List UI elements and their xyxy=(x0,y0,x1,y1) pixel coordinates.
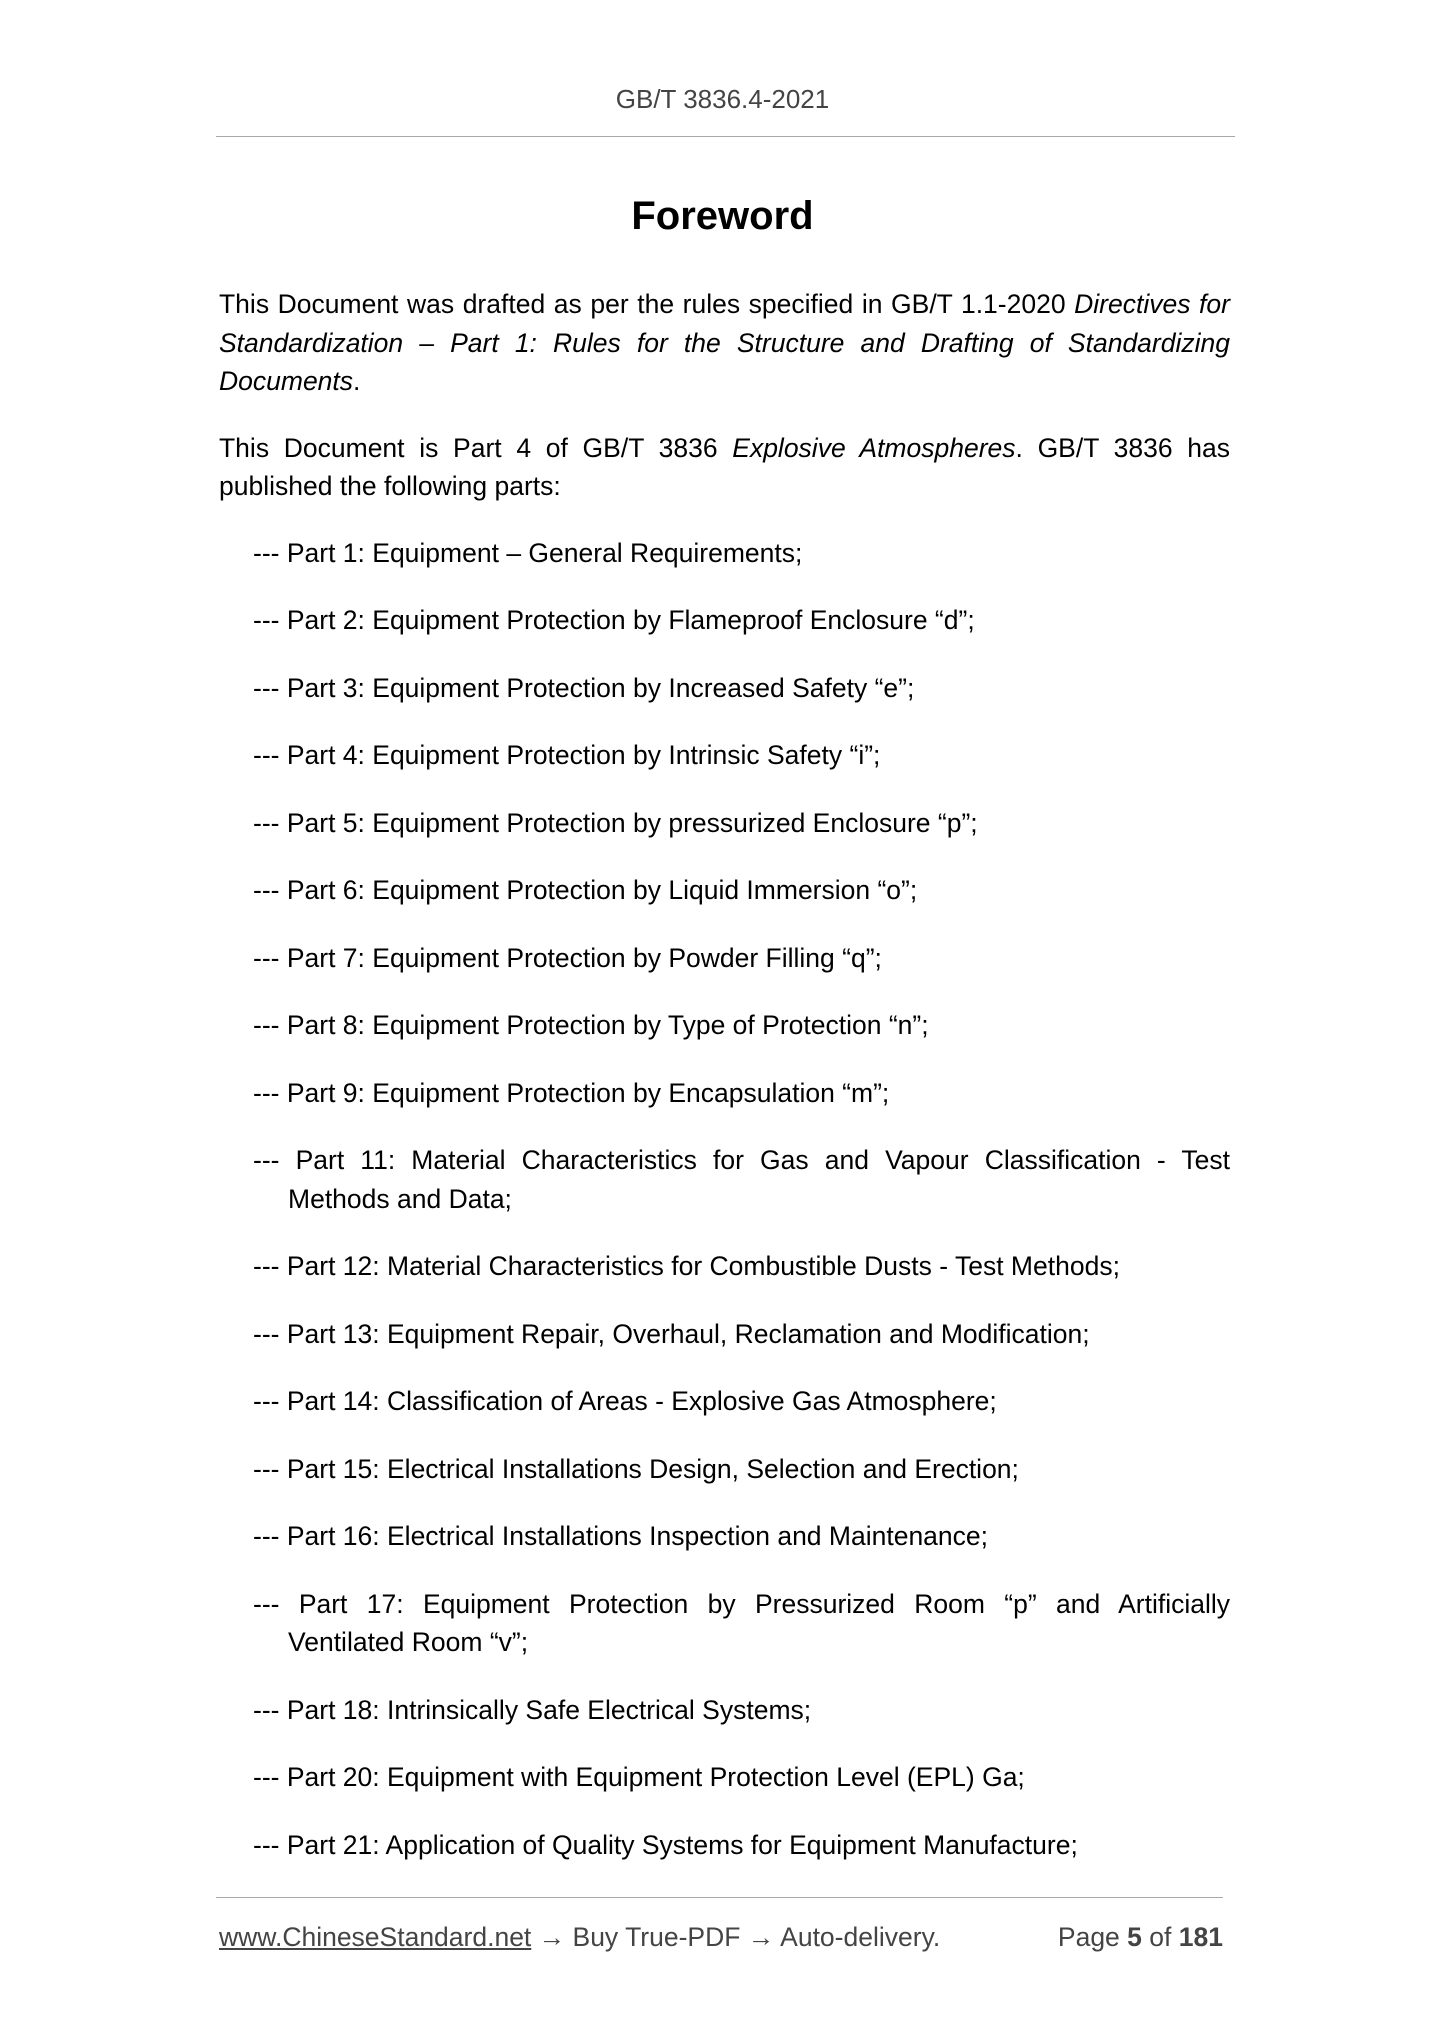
list-item: --- Part 18: Intrinsically Safe Electrical Systems; xyxy=(253,1694,812,1725)
page-label: Page xyxy=(1057,1922,1120,1952)
list-item: --- Part 1: Equipment – General Requirements; xyxy=(253,537,803,568)
series-intro-paragraph xyxy=(219,429,1230,506)
list-item: --- Part 4: Equipment Protection by Intrinsic Safety “i”; xyxy=(253,740,881,770)
list-item: --- Part 20: Equipment with Equipment Protection Level (EPL) Ga; xyxy=(253,1762,1025,1792)
list-item: --- Part 16: Electrical Installations Inspection and Maintenance; xyxy=(253,1521,989,1551)
series-title: Explosive Atmospheres xyxy=(732,432,1016,463)
page-footer xyxy=(219,1918,1223,1956)
list-item: --- Part 3: Equipment Protection by Increased Safety “e”; xyxy=(253,672,915,703)
document-id-header: GB/T 3836.4-2021 xyxy=(615,84,830,114)
header-divider xyxy=(216,136,1235,137)
footer-divider xyxy=(216,1897,1223,1898)
paragraph-text: This Document was drafted as per the rules specified in GB/T 1.1-2020 xyxy=(219,289,1075,319)
list-item: --- Part 9: Equipment Protection by Encapsulation “m”; xyxy=(253,1077,890,1108)
footer-promo xyxy=(219,1918,940,1956)
list-item: --- Part 13: Equipment Repair, Overhaul, Reclamation and Modification; xyxy=(253,1318,1090,1349)
paragraph-text: . GB/T 3836 has published the following parts: xyxy=(219,432,1230,501)
list-item: --- Part 6: Equipment Protection by Liquid Immersion “o”; xyxy=(253,875,918,905)
list-item: --- Part 15: Electrical Installations Design, Selection and Erection; xyxy=(253,1453,1019,1484)
paragraph-text: . xyxy=(353,366,361,396)
list-item: --- Part 21: Application of Quality Systems for Equipment Manufacture; xyxy=(253,1829,1078,1860)
page-title: Foreword xyxy=(631,194,814,238)
list-item: --- Part 11: Material Characteristics for Gas and Vapour Classification - Test Methods and Data; xyxy=(253,1145,1230,1214)
list-item: --- Part 8: Equipment Protection by Type of Protection “n”; xyxy=(253,1010,929,1040)
list-item: --- Part 2: Equipment Protection by Flameproof Enclosure “d”; xyxy=(253,605,975,635)
drafting-rules-paragraph xyxy=(219,285,1230,401)
list-item: --- Part 14: Classification of Areas - Explosive Gas Atmosphere; xyxy=(253,1386,997,1416)
total-pages: 181 xyxy=(1178,1922,1223,1952)
paragraph-text: This Document is Part 4 of GB/T 3836 xyxy=(219,432,733,463)
cited-standard-title: Directives for Standardization – Part 1: Rules for the Structure and Drafting of Standardizing Documents xyxy=(219,289,1230,396)
page-number: 5 xyxy=(1127,1922,1142,1952)
list-item: --- Part 7: Equipment Protection by Powder Filling “q”; xyxy=(253,942,882,973)
list-item: --- Part 17: Equipment Protection by Pressurized Room “p” and Artificially Ventilated Room “v”; xyxy=(253,1588,1230,1657)
website-link[interactable]: www.ChineseStandard.net xyxy=(219,1922,532,1952)
of-label: of xyxy=(1149,1922,1172,1952)
list-item: --- Part 12: Material Characteristics for Combustible Dusts - Test Methods; xyxy=(253,1251,1120,1281)
footer-tagline: → Buy True-PDF → Auto-delivery. xyxy=(531,1922,941,1952)
parts-list xyxy=(219,534,1230,1865)
document-body xyxy=(219,285,1230,1893)
page-counter xyxy=(1058,1918,1223,1956)
list-item: --- Part 5: Equipment Protection by pressurized Enclosure “p”; xyxy=(253,807,978,838)
